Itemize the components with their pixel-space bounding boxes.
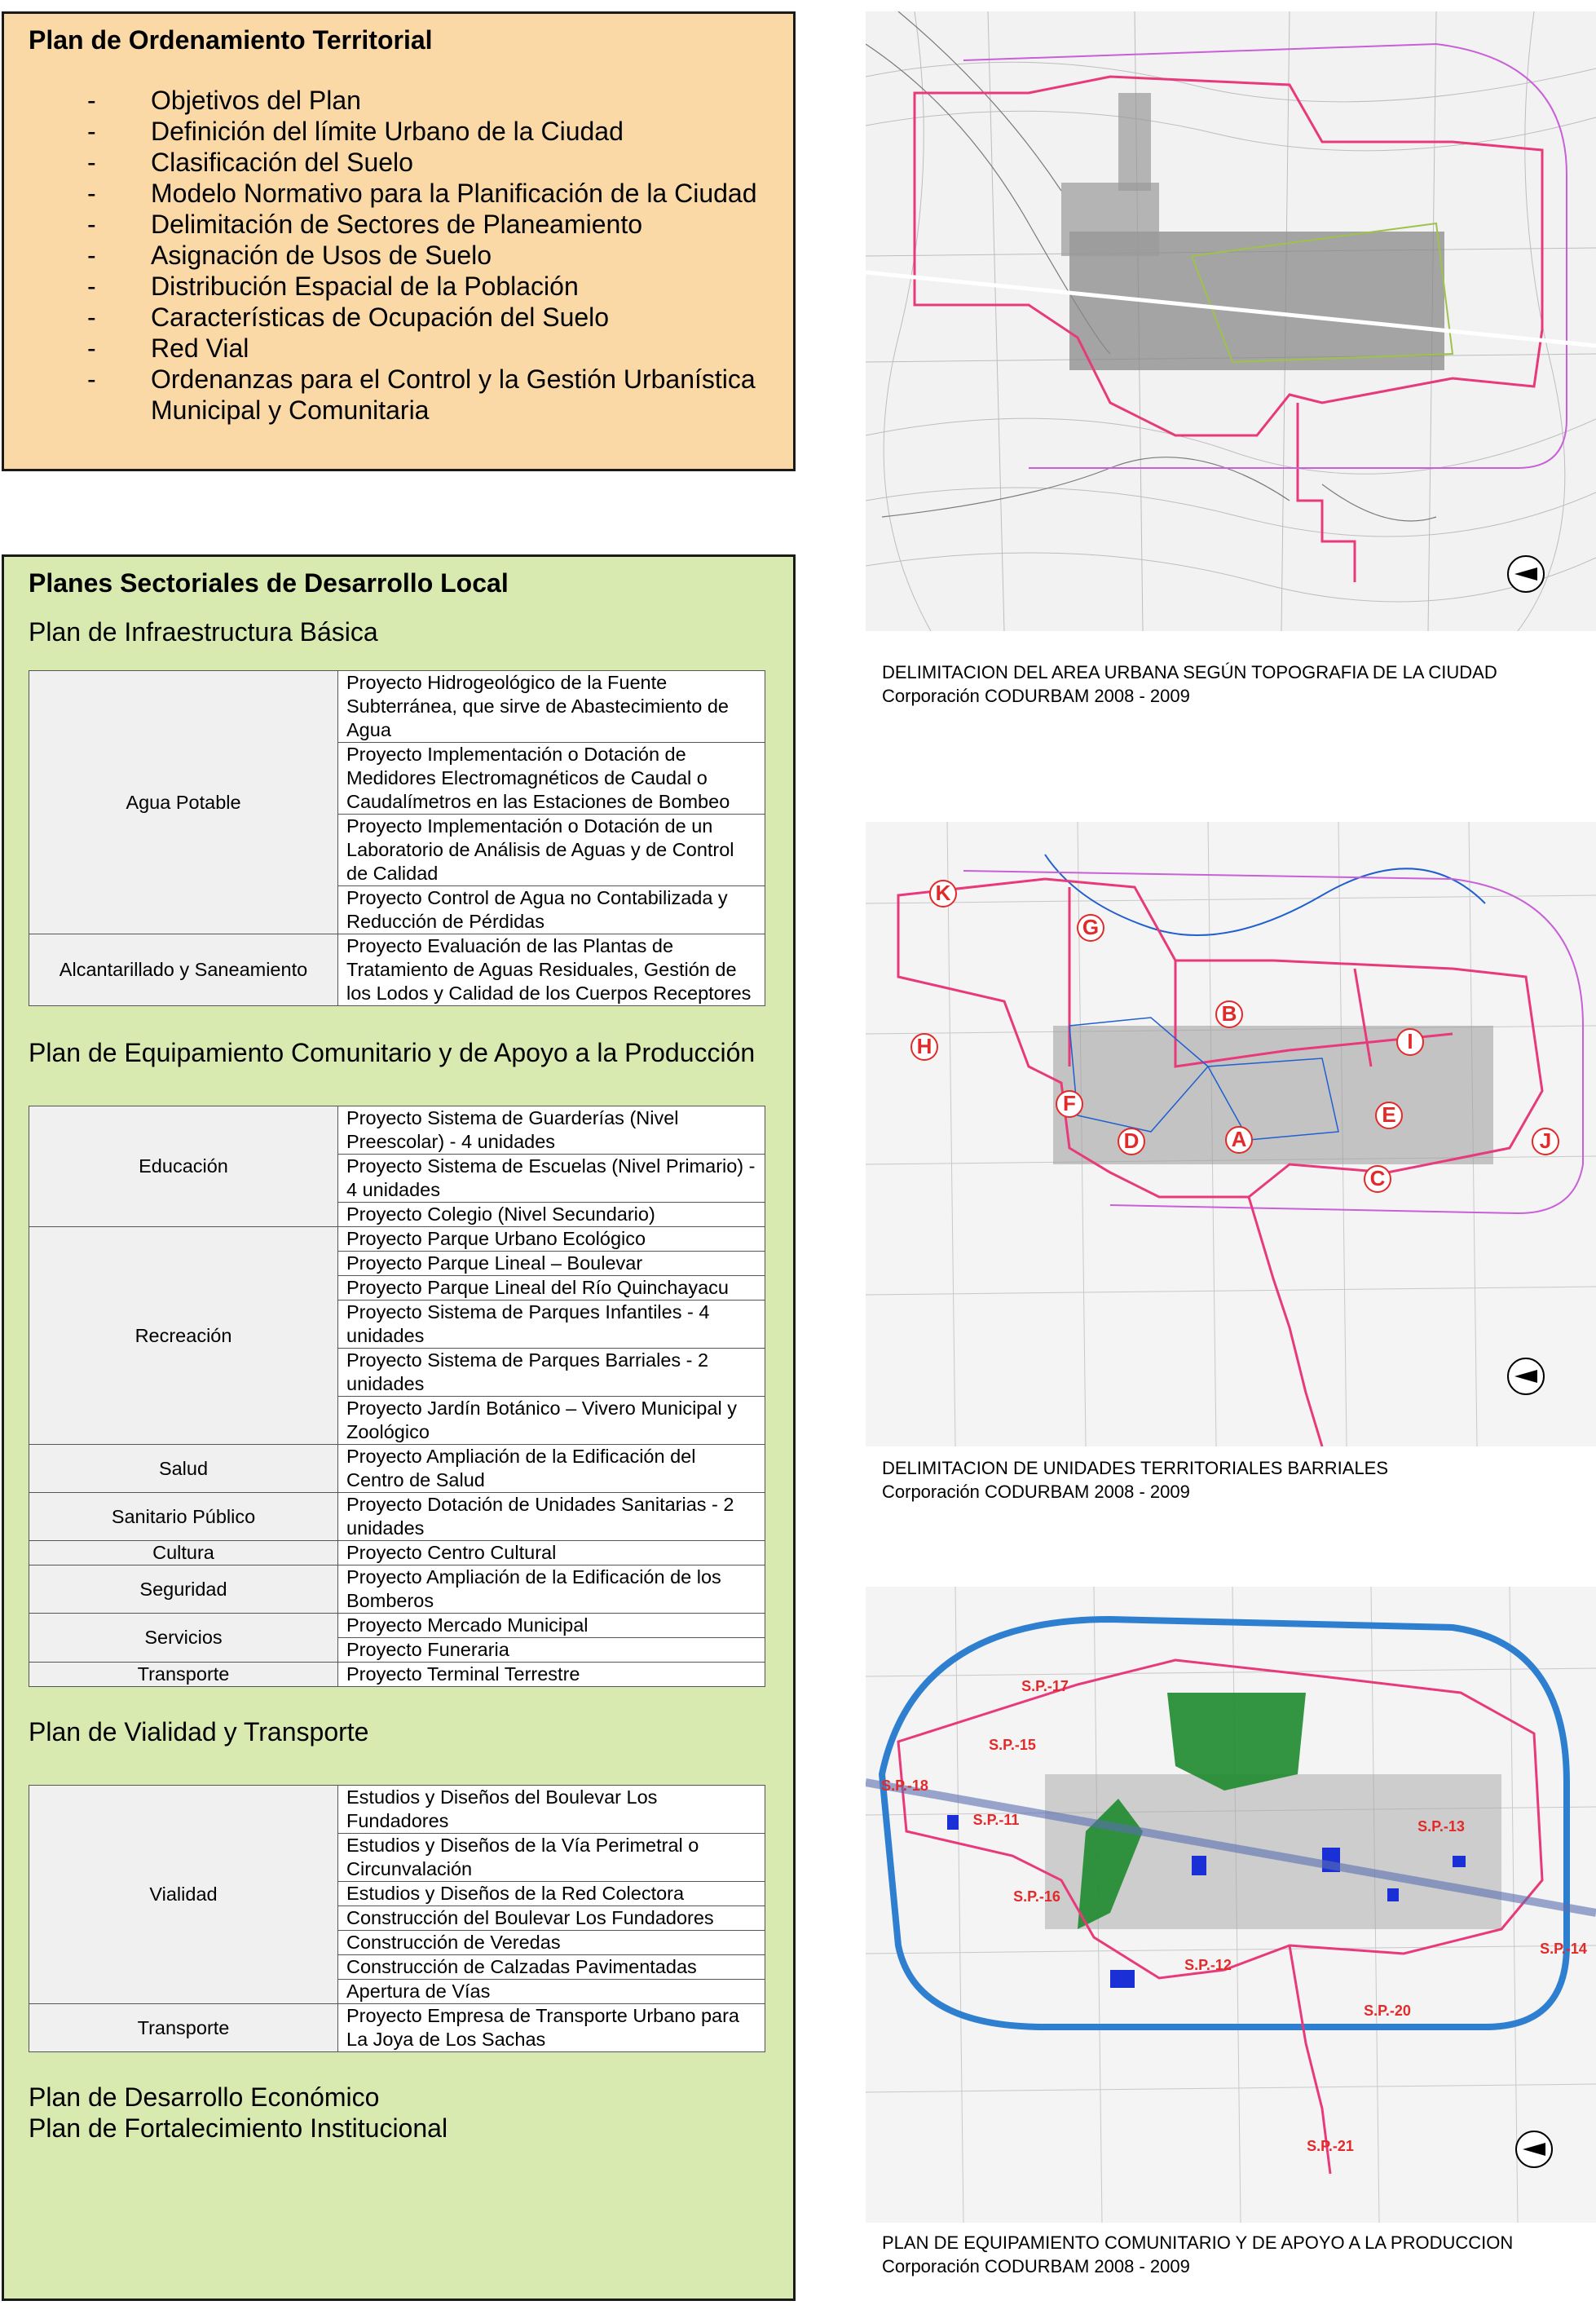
project-cell: Proyecto Parque Urbano Ecológico bbox=[338, 1227, 765, 1252]
project-cell: Construcción de Veredas bbox=[338, 1931, 765, 1955]
vialidad-heading: Plan de Vialidad y Transporte bbox=[29, 1717, 369, 1747]
map-urban-area-svg bbox=[866, 11, 1596, 631]
plan-ordenamiento-box bbox=[2, 11, 796, 471]
map-caption-2 bbox=[882, 1456, 1388, 1504]
planes-sectoriales-box bbox=[2, 554, 796, 2301]
zone-label: K bbox=[935, 880, 951, 905]
project-cell: Proyecto Evaluación de las Plantas de Tratamiento de Aguas Residuales, Gestión de los Lodos y Calidad de los Cuerpos Receptores bbox=[338, 934, 765, 1006]
category-cell: Vialidad bbox=[29, 1786, 338, 2004]
table-row bbox=[29, 1786, 765, 1834]
project-cell: Estudios y Diseños del Boulevar Los Fundadores bbox=[338, 1786, 765, 1834]
project-cell: Proyecto Ampliación de la Edificación de los Bomberos bbox=[338, 1565, 765, 1614]
list-item: - Ordenanzas para el Control y la Gestión Urbanística Municipal y Comunitaria bbox=[87, 364, 756, 425]
category-cell: Transporte bbox=[29, 2004, 338, 2052]
list-item: - Objetivos del Plan bbox=[87, 86, 361, 115]
sector-label: S.P.-20 bbox=[1364, 2003, 1411, 2019]
caption-source: Corporación CODURBAM 2008 - 2009 bbox=[882, 686, 1190, 706]
table-row bbox=[29, 1106, 765, 1155]
list-item: - Delimitación de Sectores de Planeamiento bbox=[87, 210, 642, 239]
table-row bbox=[29, 1663, 765, 1687]
project-cell: Proyecto Sistema de Escuelas (Nivel Primario) - 4 unidades bbox=[338, 1155, 765, 1203]
zone-label: A bbox=[1231, 1126, 1247, 1151]
map-territorial-units bbox=[866, 822, 1596, 1446]
table-row bbox=[29, 1614, 765, 1638]
objectives-list bbox=[29, 85, 769, 426]
project-cell: Proyecto Colegio (Nivel Secundario) bbox=[338, 1203, 765, 1227]
category-cell: Servicios bbox=[29, 1614, 338, 1663]
table-row bbox=[29, 1227, 765, 1252]
zone-label: F bbox=[1063, 1090, 1076, 1115]
project-cell: Proyecto Mercado Municipal bbox=[338, 1614, 765, 1638]
category-cell: Alcantarillado y Saneamiento bbox=[29, 934, 338, 1006]
zone-label: D bbox=[1123, 1128, 1140, 1153]
sector-label: S.P.-13 bbox=[1417, 1818, 1465, 1835]
plan-ordenamiento-title: Plan de Ordenamiento Territorial bbox=[29, 25, 433, 55]
sector-label: S.P.-15 bbox=[989, 1737, 1036, 1753]
zone-label: I bbox=[1407, 1028, 1413, 1053]
table-row bbox=[29, 1445, 765, 1493]
list-item: - Asignación de Usos de Suelo bbox=[87, 241, 492, 270]
project-cell: Proyecto Centro Cultural bbox=[338, 1541, 765, 1565]
zone-label: G bbox=[1082, 914, 1100, 939]
table-row bbox=[29, 1565, 765, 1614]
category-cell: Educación bbox=[29, 1106, 338, 1227]
table-row bbox=[29, 1493, 765, 1541]
list-item: - Modelo Normativo para la Planificación de la Ciudad bbox=[87, 179, 757, 208]
project-cell: Estudios y Diseños de la Red Colectora bbox=[338, 1882, 765, 1906]
category-cell: Agua Potable bbox=[29, 671, 338, 934]
map-equipamiento-svg bbox=[866, 1587, 1596, 2223]
project-cell: Apertura de Vías bbox=[338, 1980, 765, 2004]
map-equipamiento bbox=[866, 1587, 1596, 2223]
list-item: - Características de Ocupación del Suelo bbox=[87, 302, 610, 332]
project-cell: Proyecto Parque Lineal – Boulevar bbox=[338, 1252, 765, 1276]
fortalecimiento-heading: Plan de Fortalecimiento Institucional bbox=[29, 2113, 448, 2143]
project-cell: Proyecto Parque Lineal del Río Quinchayacu bbox=[338, 1276, 765, 1301]
caption-source: Corporación CODURBAM 2008 - 2009 bbox=[882, 2256, 1190, 2276]
project-cell: Proyecto Dotación de Unidades Sanitarias - 2 unidades bbox=[338, 1493, 765, 1541]
project-cell: Proyecto Funeraria bbox=[338, 1638, 765, 1663]
project-cell: Proyecto Sistema de Parques Barriales - 2 unidades bbox=[338, 1349, 765, 1397]
category-cell: Salud bbox=[29, 1445, 338, 1493]
desarrollo-economico-heading: Plan de Desarrollo Económico bbox=[29, 2082, 380, 2112]
zone-label: E bbox=[1382, 1102, 1396, 1127]
map-caption-3 bbox=[882, 2231, 1513, 2278]
north-arrow-icon bbox=[1508, 556, 1544, 592]
equipamiento-table bbox=[29, 1106, 765, 1687]
project-cell: Construcción del Boulevar Los Fundadores bbox=[338, 1906, 765, 1931]
category-cell: Recreación bbox=[29, 1227, 338, 1445]
table-row bbox=[29, 1541, 765, 1565]
category-cell: Transporte bbox=[29, 1663, 338, 1687]
caption-title: DELIMITACION DE UNIDADES TERRITORIALES BARRIALES bbox=[882, 1458, 1389, 1478]
zone-label: H bbox=[916, 1033, 932, 1058]
table-row bbox=[29, 2004, 765, 2052]
list-item: - Definición del límite Urbano de la Ciudad bbox=[87, 117, 624, 146]
project-cell: Proyecto Terminal Terrestre bbox=[338, 1663, 765, 1687]
planes-sectoriales-title: Planes Sectoriales de Desarrollo Local bbox=[29, 568, 509, 598]
map-caption-1 bbox=[882, 660, 1497, 708]
project-cell: Proyecto Implementación o Dotación de Medidores Electromagnéticos de Caudal o Caudalímetros en las Estaciones de Bombeo bbox=[338, 743, 765, 815]
project-cell: Proyecto Sistema de Parques Infantiles - 4 unidades bbox=[338, 1301, 765, 1349]
project-cell: Proyecto Implementación o Dotación de un Laboratorio de Análisis de Aguas y de Control de Calidad bbox=[338, 815, 765, 886]
sector-label: S.P.-11 bbox=[972, 1812, 1020, 1828]
project-cell: Construcción de Calzadas Pavimentadas bbox=[338, 1955, 765, 1980]
infraestructura-heading: Plan de Infraestructura Básica bbox=[29, 617, 378, 647]
caption-source: Corporación CODURBAM 2008 - 2009 bbox=[882, 1482, 1190, 1502]
sector-label: S.P.-16 bbox=[1013, 1888, 1060, 1905]
sector-label: S.P.-21 bbox=[1307, 2138, 1354, 2154]
zone-label: B bbox=[1221, 1000, 1237, 1026]
project-cell: Proyecto Ampliación de la Edificación del Centro de Salud bbox=[338, 1445, 765, 1493]
list-item: - Red Vial bbox=[87, 333, 249, 363]
category-cell: Seguridad bbox=[29, 1565, 338, 1614]
table-row bbox=[29, 934, 765, 1006]
infraestructura-table bbox=[29, 670, 765, 1006]
north-arrow-icon bbox=[1508, 1358, 1544, 1394]
map-territorial-units-svg bbox=[866, 822, 1596, 1446]
project-cell: Estudios y Diseños de la Vía Perimetral o Circunvalación bbox=[338, 1834, 765, 1882]
project-cell: Proyecto Control de Agua no Contabilizada y Reducción de Pérdidas bbox=[338, 886, 765, 934]
north-arrow-icon bbox=[1516, 2131, 1552, 2167]
project-cell: Proyecto Jardín Botánico – Vivero Municipal y Zoológico bbox=[338, 1397, 765, 1445]
map-urban-area bbox=[866, 11, 1596, 631]
vialidad-table bbox=[29, 1785, 765, 2052]
zone-label: J bbox=[1539, 1128, 1552, 1153]
list-item: - Clasificación del Suelo bbox=[87, 148, 413, 177]
caption-title: DELIMITACION DEL AREA URBANA SEGÚN TOPOGRAFIA DE LA CIUDAD bbox=[882, 662, 1497, 682]
sector-label: S.P.-14 bbox=[1540, 1941, 1587, 1957]
zone-label: C bbox=[1369, 1165, 1386, 1190]
caption-title: PLAN DE EQUIPAMIENTO COMUNITARIO Y DE APOYO A LA PRODUCCION bbox=[882, 2232, 1514, 2253]
category-cell: Cultura bbox=[29, 1541, 338, 1565]
sector-label: S.P.-17 bbox=[1021, 1678, 1069, 1694]
sector-label: S.P.-18 bbox=[881, 1777, 928, 1794]
project-cell: Proyecto Empresa de Transporte Urbano para La Joya de Los Sachas bbox=[338, 2004, 765, 2052]
equipamiento-heading: Plan de Equipamiento Comunitario y de Apoyo a la Producción bbox=[29, 1038, 756, 1067]
sector-label: S.P.-12 bbox=[1184, 1957, 1232, 1973]
table-row bbox=[29, 671, 765, 743]
category-cell: Sanitario Público bbox=[29, 1493, 338, 1541]
project-cell: Proyecto Sistema de Guarderías (Nivel Preescolar) - 4 unidades bbox=[338, 1106, 765, 1155]
list-item: - Distribución Espacial de la Población bbox=[87, 272, 579, 301]
project-cell: Proyecto Hidrogeológico de la Fuente Subterránea, que sirve de Abastecimiento de Agua bbox=[338, 671, 765, 743]
